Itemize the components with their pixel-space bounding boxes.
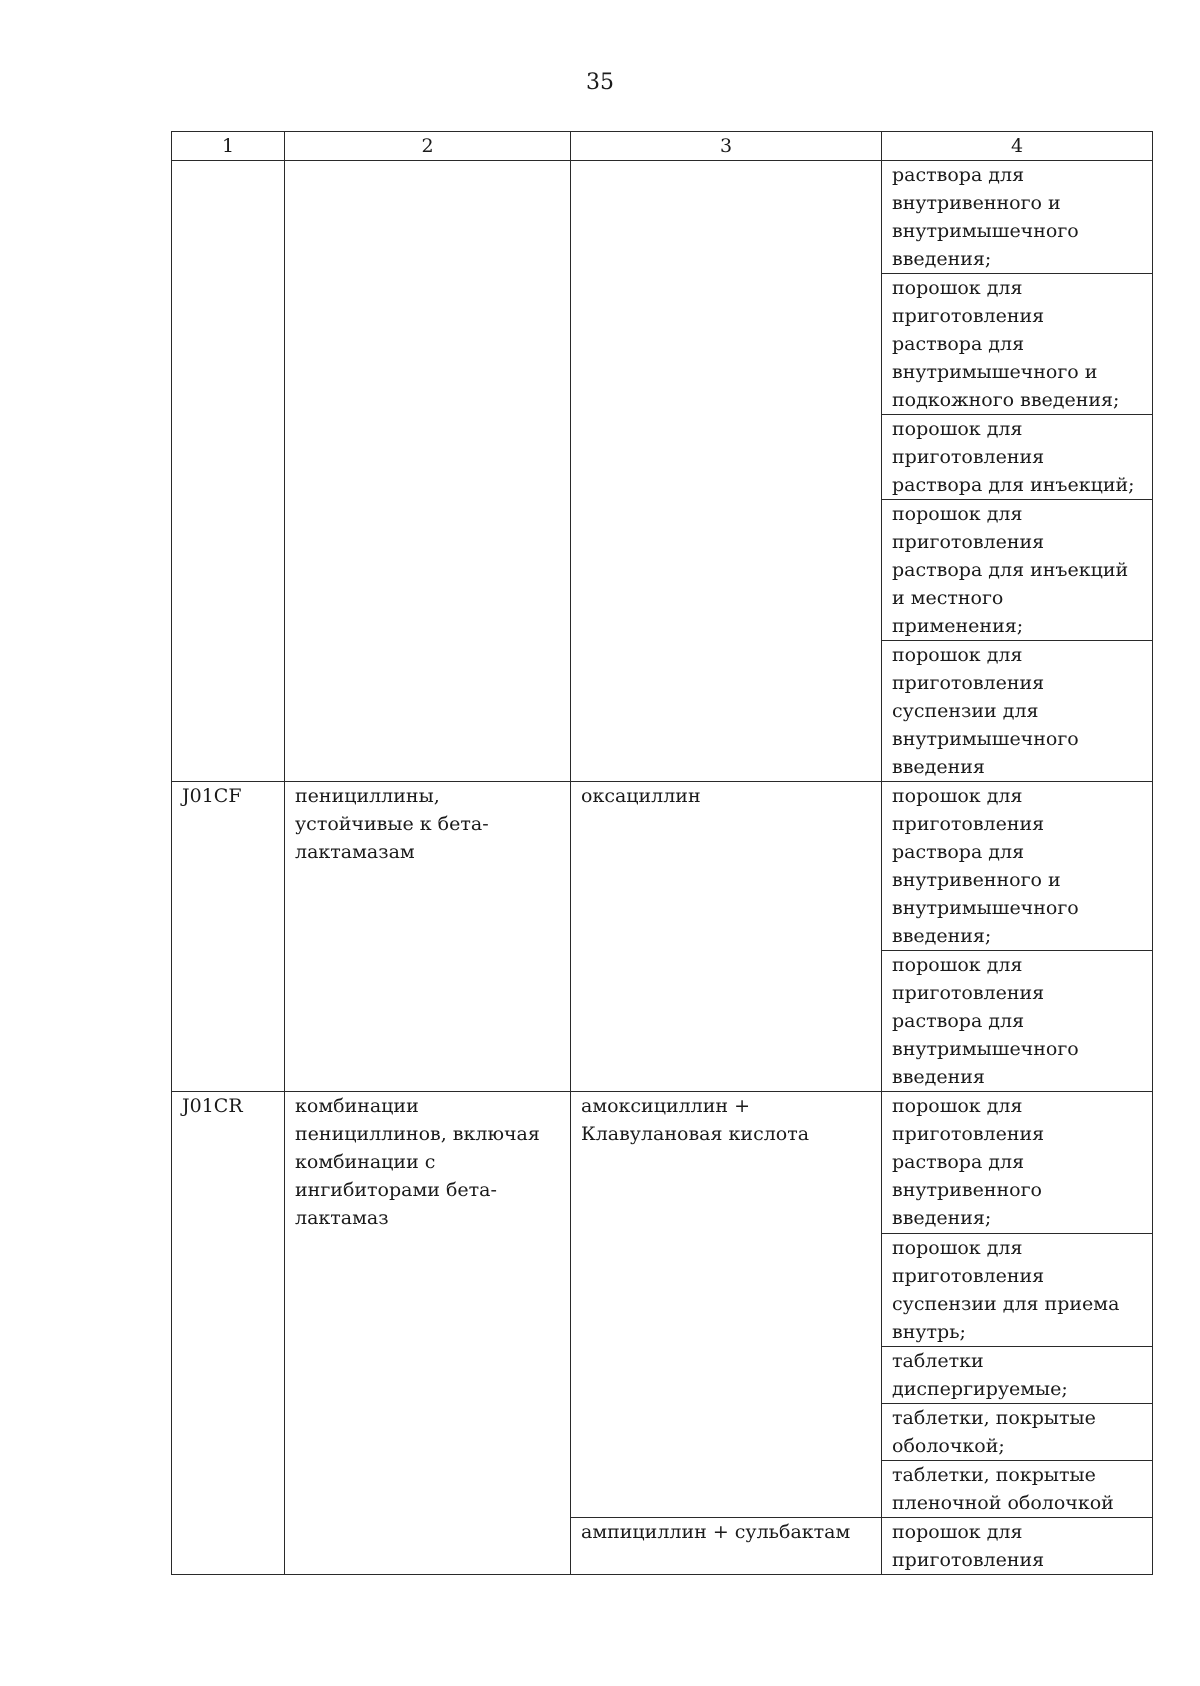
dosage-form-cell: порошок для приготовления раствора для внутривенного введения;: [882, 1092, 1153, 1234]
drug-name-cell: ампициллин + сульбактам: [571, 1518, 882, 1575]
dosage-form-cell: порошок для приготовления раствора для внутримышечного введения: [882, 951, 1153, 1092]
atc-code-cell: J01CR: [172, 1092, 285, 1575]
dosage-form-cell: раствора для внутривенного и внутримышечного введения;: [882, 161, 1153, 274]
column-header-1: 1: [172, 132, 285, 161]
drug-name-cell: [571, 161, 882, 782]
dosage-form-cell: таблетки, покрытые оболочкой;: [882, 1404, 1153, 1461]
drug-name-cell: оксациллин: [571, 782, 882, 1092]
drug-name-cell: амоксициллин + Клавулановая кислота: [571, 1092, 882, 1518]
table-header-row: [172, 132, 1153, 161]
table-row: [172, 782, 1153, 951]
group-name-cell: комбинации пенициллинов, включая комбинации с ингибиторами бета- лактамаз: [285, 1092, 571, 1575]
table-row: [172, 161, 1153, 274]
column-header-2: 2: [285, 132, 571, 161]
table-row: [172, 1092, 1153, 1234]
dosage-form-cell: порошок для приготовления раствора для внутримышечного и подкожного введения;: [882, 274, 1153, 415]
dosage-form-cell: порошок для приготовления раствора для инъекций и местного применения;: [882, 500, 1153, 641]
dosage-form-cell: порошок для приготовления раствора для инъекций;: [882, 415, 1153, 500]
drug-table: [171, 131, 1153, 1575]
dosage-form-cell: таблетки диспергируемые;: [882, 1347, 1153, 1404]
atc-code-cell: J01CF: [172, 782, 285, 1092]
dosage-form-cell: таблетки, покрытые пленочной оболочкой: [882, 1461, 1153, 1518]
column-header-3: 3: [571, 132, 882, 161]
dosage-form-cell: порошок для приготовления суспензии для приема внутрь;: [882, 1234, 1153, 1347]
dosage-form-cell: порошок для приготовления раствора для внутривенного и внутримышечного введения;: [882, 782, 1153, 951]
dosage-form-cell: порошок для приготовления: [882, 1518, 1153, 1575]
atc-code-cell: [172, 161, 285, 782]
column-header-4: 4: [882, 132, 1153, 161]
group-name-cell: [285, 161, 571, 782]
dosage-form-cell: порошок для приготовления суспензии для внутримышечного введения: [882, 641, 1153, 782]
group-name-cell: пенициллины, устойчивые к бета- лактамазам: [285, 782, 571, 1092]
page-number: 35: [586, 70, 614, 95]
